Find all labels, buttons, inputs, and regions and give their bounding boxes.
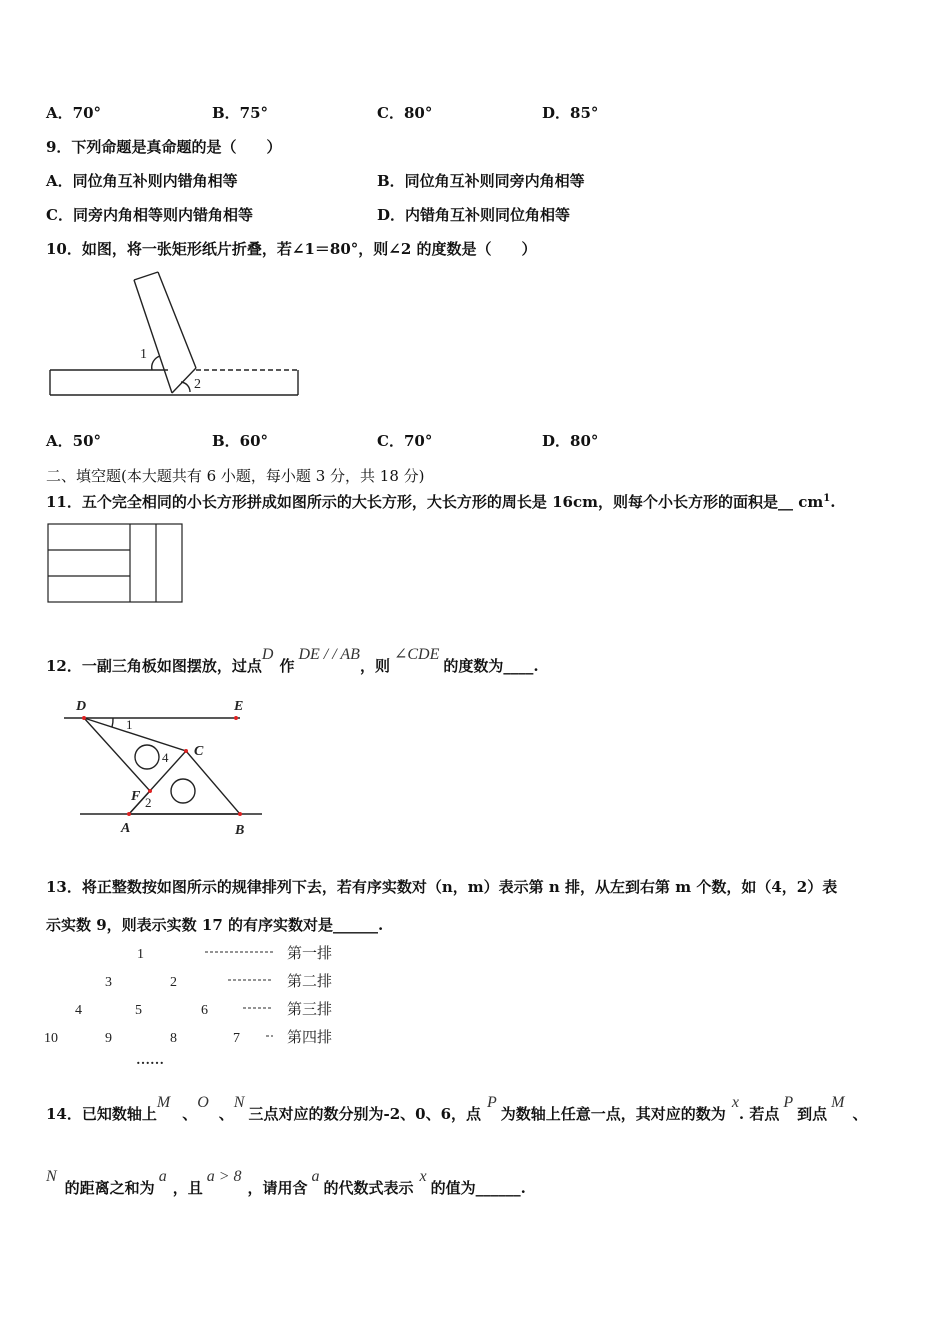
q14-math: x	[419, 1168, 427, 1185]
q12-label-e: E	[234, 699, 244, 714]
q14-math: x	[731, 1094, 739, 1111]
q13-row-label: 第一排	[287, 946, 333, 962]
section2-title: 二、填空题(本大题共有 6 小题，每小题 3 分，共 18 分)	[46, 467, 425, 485]
q14-math: O	[197, 1094, 209, 1111]
q14-text: 、	[182, 1105, 198, 1123]
q14-text: 14．已知数轴上	[46, 1105, 157, 1123]
q13-number: 10	[44, 1031, 58, 1046]
q10-option-c: C．70°	[377, 432, 433, 450]
q13-line-2: 示实数 9，则表示实数 17 的有序实数对是______.	[46, 916, 384, 934]
q14-line-1	[46, 1080, 868, 1123]
q12-label-c: C	[194, 744, 204, 759]
q10-option-b: B．60°	[212, 432, 269, 450]
q10-label-1: 1	[140, 347, 147, 362]
q12-text-1: 12．一副三角板如图摆放，过点	[46, 657, 262, 675]
q13-number: 6	[201, 1003, 208, 1018]
q8-option-d: D．85°	[542, 104, 599, 122]
q13-number: 1	[137, 947, 144, 962]
q8-option-a: A．70°	[46, 104, 102, 122]
q14-math: N	[233, 1094, 245, 1111]
q10-stem: 10．如图，将一张矩形纸片折叠，若∠1＝80°，则∠2 的度数是（ ）	[46, 240, 537, 258]
q14-math: P	[487, 1094, 497, 1111]
q14-line-2-body	[46, 1154, 526, 1197]
q12-label-4: 4	[162, 750, 169, 765]
q13-row-label: 第四排	[287, 1030, 333, 1046]
q12-label-2: 2	[145, 795, 152, 810]
q14-text: ，且	[172, 1179, 203, 1197]
q14-math: a > 8	[206, 1168, 242, 1185]
q12-label-a: A	[121, 821, 131, 836]
q11-superscript: 1	[823, 493, 831, 504]
q13-number: 3	[105, 975, 112, 990]
q12-text-4: 的度数为____.	[443, 657, 539, 675]
q12-text-3: ，则	[359, 657, 390, 675]
q12-label-b: B	[235, 823, 245, 838]
q14-text: 的距离之和为	[64, 1179, 155, 1197]
q14-math: M	[156, 1094, 171, 1111]
q13-line-1: 13．将正整数按如图所示的规律排列下去，若有序实数对（n，m）表示第 n 排，从左到右第 m 个数，如（4，2）表	[46, 878, 838, 896]
q9-option-d: D．内错角互补则同位角相等	[377, 206, 571, 224]
q14-text: 、	[852, 1105, 868, 1123]
q13-number: 2	[170, 975, 177, 990]
q14-math: P	[783, 1094, 794, 1111]
q14-text: 到点	[797, 1105, 828, 1123]
q9-option-b: B．同位角互补则同旁内角相等	[377, 172, 585, 190]
q14-math: a	[158, 1168, 167, 1185]
q12-math-angle: ∠CDE	[393, 646, 440, 663]
q14-text: 、	[218, 1105, 234, 1123]
q12-math-parallel: DE / / AB	[298, 646, 360, 663]
q13-row-label: 第三排	[287, 1002, 333, 1018]
q12-label-f: F	[131, 789, 141, 804]
q9-option-a: A．同位角互补则内错角相等	[46, 172, 238, 190]
q13-number: 4	[75, 1003, 82, 1018]
q10-label-2: 2	[194, 377, 201, 392]
q14-text: ，请用含	[247, 1179, 308, 1197]
q13-ellipsis: ……	[136, 1053, 164, 1068]
q14-text: 三点对应的数分别为-2、0、6，点	[248, 1105, 482, 1123]
q13-number: 7	[233, 1031, 240, 1046]
q14-math: a	[311, 1168, 320, 1185]
q14-text: 的代数式表示	[323, 1179, 414, 1197]
q14-text: . 若点	[738, 1105, 780, 1123]
q13-number: 9	[105, 1031, 112, 1046]
q11-tail: .	[830, 493, 836, 511]
q12-label-d: D	[76, 699, 87, 714]
q10-option-d: D．80°	[542, 432, 599, 450]
q13-number: 5	[135, 1003, 142, 1018]
q14-math: M	[831, 1094, 845, 1111]
q14-text: 的值为______.	[430, 1179, 526, 1197]
q14-text: 为数轴上任意一点，其对应的数为	[500, 1105, 726, 1123]
q8-option-c: C．80°	[377, 104, 433, 122]
q14-math: N	[46, 1168, 57, 1185]
q12-text-2: 作	[279, 657, 295, 675]
q12-math-d: D	[261, 646, 274, 663]
q8-option-b: B．75°	[212, 104, 269, 122]
q12-label-1: 1	[126, 717, 133, 732]
q13-number: 8	[170, 1031, 177, 1046]
q13-row-label: 第二排	[287, 974, 333, 990]
q10-option-a: A．50°	[46, 432, 102, 450]
q11-stem-text: 11．五个完全相同的小长方形拼成如图所示的大长方形，大长方形的周长是 16cm，则每个小长方形的面积是__ cm	[46, 493, 824, 511]
q9-option-c: C．同旁内角相等则内错角相等	[46, 206, 253, 224]
q9-stem: 9．下列命题是真命题的是（ ）	[46, 138, 282, 156]
